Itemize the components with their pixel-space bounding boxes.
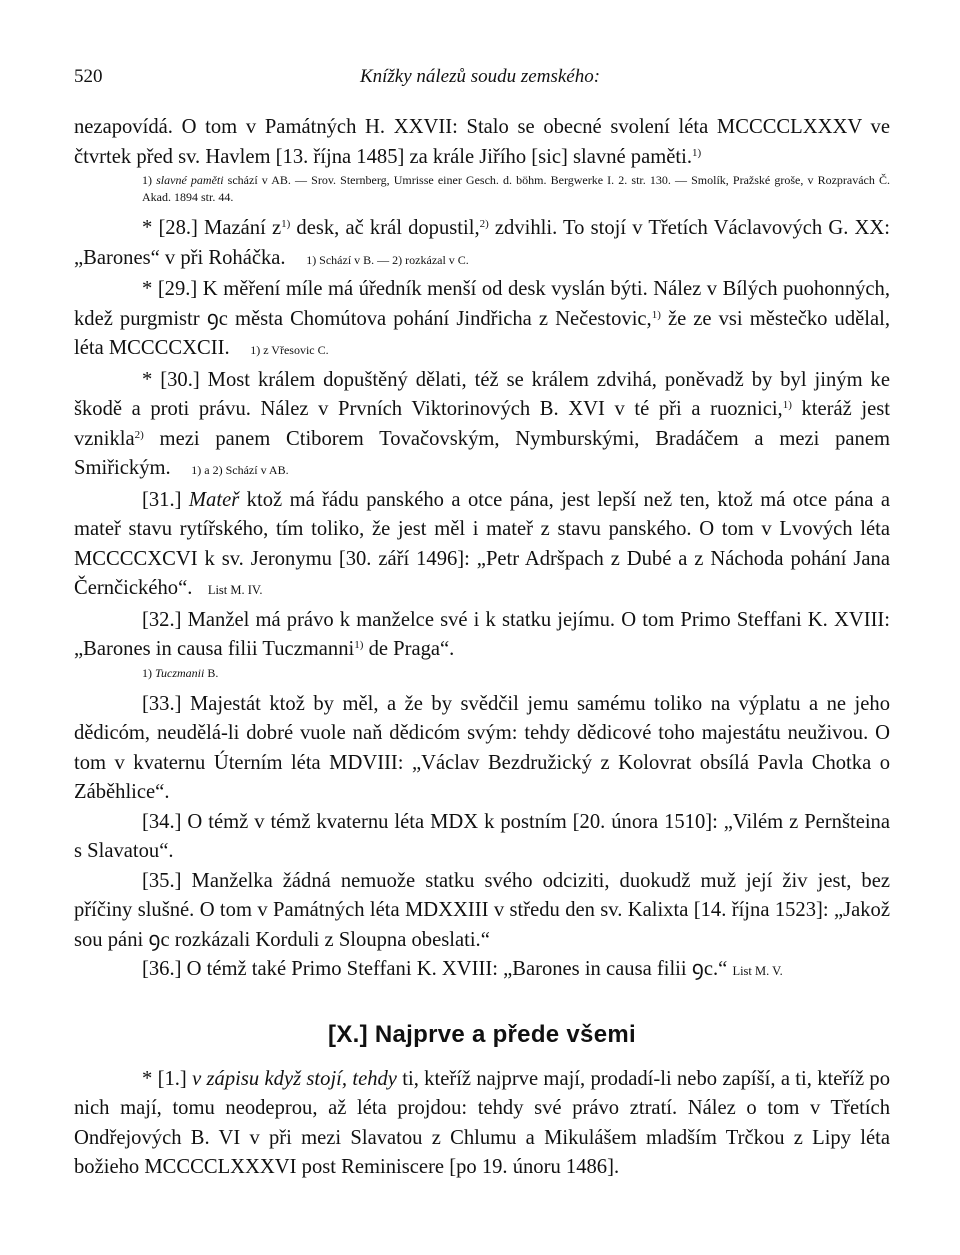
paragraph-x-1: * [1.] v zápisu když stojí, tehdy ti, kteříž najprve mají, prodadí-li nebo zapíší, a ti, kteříž po nich mají, tomu neodeprou, až léta projdou: tehdy své právo ztratí. Nález o tom v Třetích Ondřejových B. VI v při mezi Slavatou z Chlumu a Mikulášem mladším Trčkou z Lipy léta božieho MCCCCLXXXVI post Reminiscere [po 19. únoru 1486]. [74, 1067, 890, 1178]
footnote-28: 1) Schází v B. — 2) rozkázal v C. [306, 252, 469, 267]
running-title: Knížky nálezů soudu zemského: [359, 66, 601, 87]
paragraph-35: [35.] Manželka žádná nemuože statku svého odciziti, duokudž muž její živ jest, bez příčiny slušné. O tom v Památných léta MDXXIII v středu den sv. Kalixta [14. října 1523]: „Jakož sou páni ꝯc rozkázali Korduli z Sloupna obeslati.“ [74, 869, 890, 951]
page-header [74, 66, 886, 96]
section-heading: [X.] Najprve a přede všemi [328, 1020, 636, 1048]
list-reference-36: List M. V. [732, 964, 783, 978]
paragraph-32: [32.] Manžel má právo k manželce své i k statku jejímu. O tom Primo Steffani K. XVIII: „Barones in causa filii Tuczmanni$^{1)}$ de Praga“. [74, 608, 890, 660]
paragraph-36: [36.] O témž také Primo Steffani K. XVIII: „Barones in causa filii ꝯc.“ List M. V. [142, 958, 783, 980]
footnote-intro: 1) slavné paměti schází v AB. — Srov. Sternberg, Umrisse einer Gesch. d. böhm. Bergwerke I. 2. str. 130. — Smolík, Pražské groše, v Rozpravách Č. Akad. 1894 str. 44. [142, 173, 890, 204]
paragraph-31: [31.] Mateř ktož má řádu panského a otce pána, jest lepší než ten, ktož má otce pána a mateř stavu rytířského, tím toliko, že jest měl i mateř z stavu panského. O tom v Lvových léta MCCCCXCVI k sv. Jeronymu [30. září 1496]: „Petr Adršpach z Dubé a z Náchoda pohání Jana Černčického“. List M. IV. [74, 488, 890, 599]
paragraph-30: * [30.] Most králem dopuštěný dělati, též se králem zdvihá, poněvadž by byl jiným ke škodě a proti právu. Nález v Prvních Viktorinových B. XVI v té při a ruoznici,$^{1)}$ kteráž jest vznikla$^{2)}$ mezi panem Ctiborem Tovačovským, Nymburskými, Bradáčem a mezi panem Smiřickým. 1) a 2) Schází v AB. [74, 368, 890, 479]
list-reference-31: List M. IV. [207, 583, 263, 597]
paragraph-29: * [29.] K měření míle má úředník menší od desk vyslán býti. Nález v Bílých puohonných, kdež purgmistr ꝯc města Chomútova pohání Jindřicha z Nečestovic,$^{1)}$ že ze vsi městečko udělal, léta MCCCCXCII. 1) z Vřesovic C. [74, 278, 891, 359]
footnote-32: 1) Tuczmanii B. [142, 665, 219, 680]
page-body [74, 113, 890, 1183]
footnote-30: 1) a 2) Schází v AB. [191, 463, 289, 477]
page-number: 520 [74, 66, 103, 87]
paragraph-intro: nezapovídá. O tom v Památných H. XXVII: Stalo se obecné svolení léta MCCCCLXXXV ve čtvrtek před sv. Havlem [13. října 1485] za krále Jiřího [sic] slavné paměti.$^{1)}$ [74, 116, 890, 168]
paragraph-28: * [28.] Mazání $z^{1)}$ desk, ač král dopustil,$^{2)}$ zdvihli. To stojí v Třetích Václavových G. XX: „Barones“ v při Roháčka. 1) Schází v B. — 2) rozkázal v C. [74, 217, 890, 269]
footnote-29: 1) z Vřesovic C. [250, 343, 329, 357]
paragraph-33: [33.] Majestát ktož by měl, a že by svědčil jemu samému toliko na výplatu a ne jeho dědicóm, neudělá-li dobré vuole naň dědicóm svým: tehdy dědicové toho majestátu neuživou. O tom v kvaternu Úterním léta MDVIII: „Václav Bezdružický z Kolovrat obsílá Pavla Chotka o Záběhlice“. [74, 692, 890, 803]
paragraph-34: [34.] O témž v témž kvaternu léta MDX k postním [20. února 1510]: „Vilém z Pernšteina s Slavatou“. [74, 810, 890, 862]
